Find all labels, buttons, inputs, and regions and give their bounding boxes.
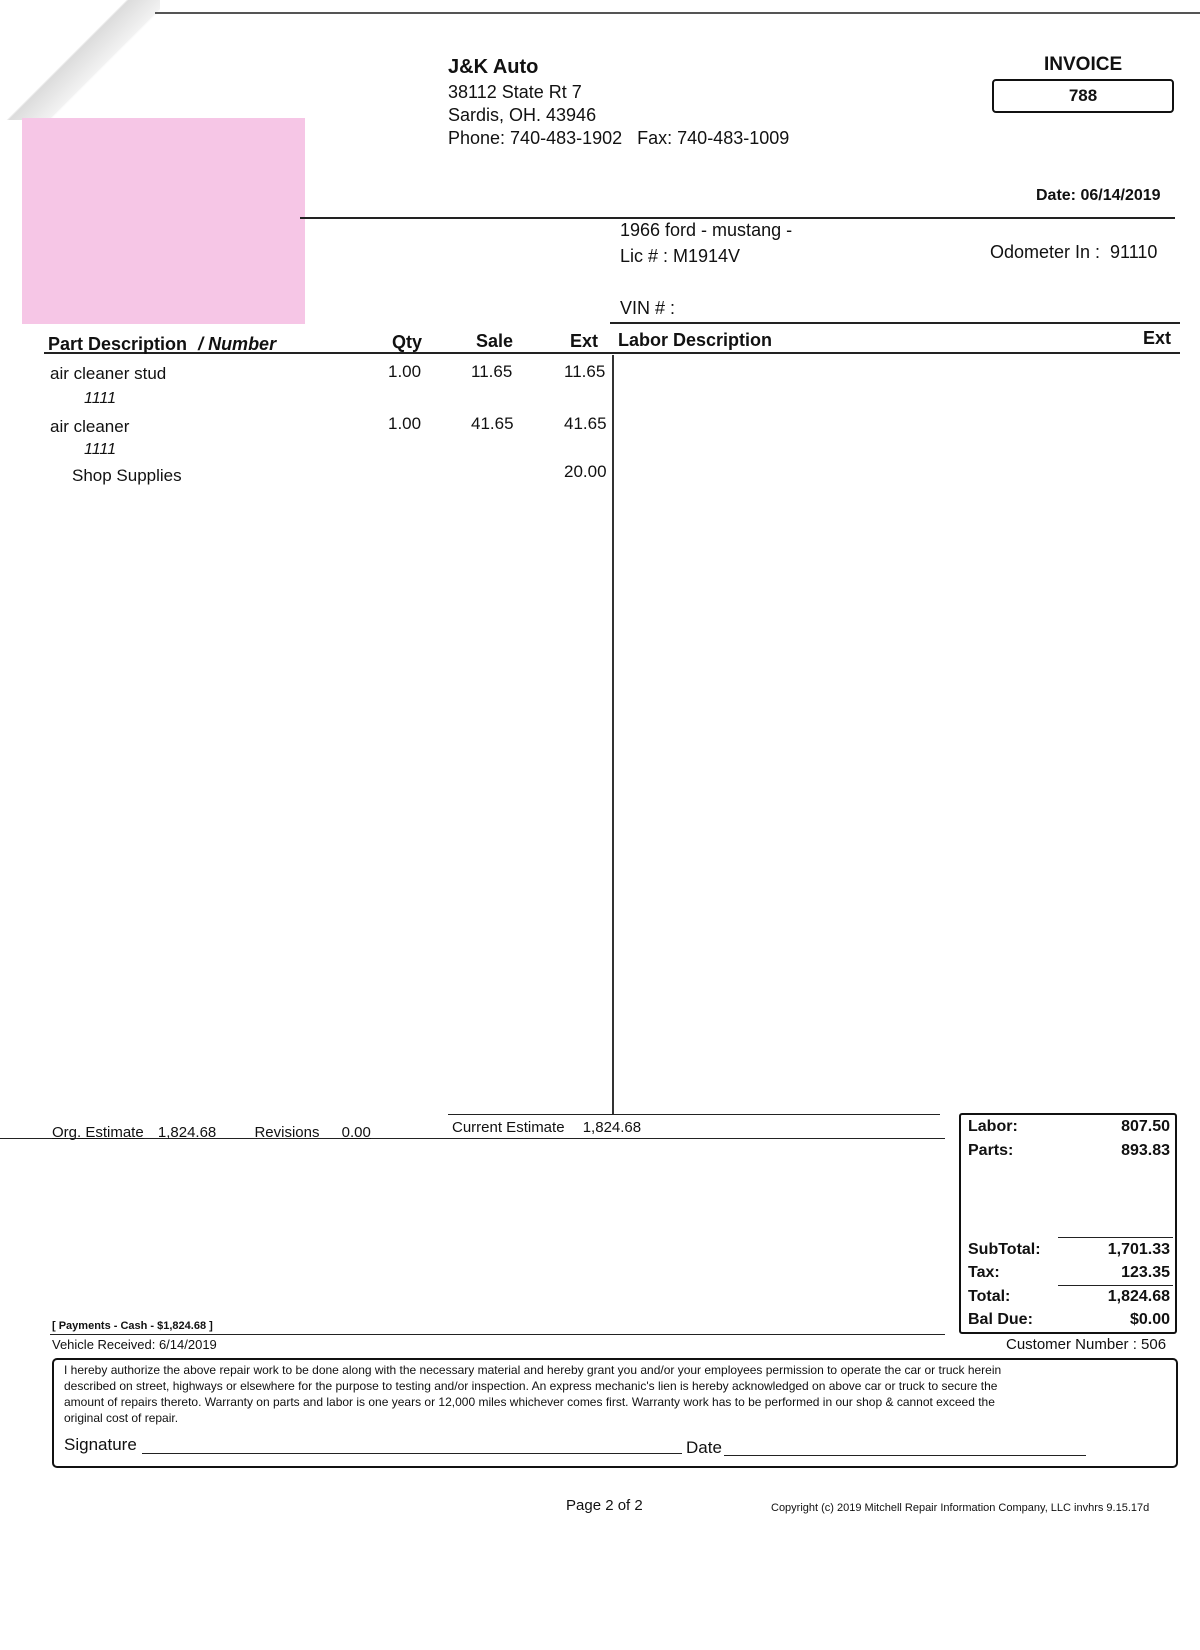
balance-due-label: Bal Due: xyxy=(968,1311,1033,1328)
tax-value: 123.35 xyxy=(1121,1264,1170,1281)
shop-address-line1: 38112 State Rt 7 xyxy=(448,82,582,102)
labor-total-label: Labor: xyxy=(968,1118,1018,1135)
folded-corner xyxy=(0,0,160,120)
parts-labor-divider xyxy=(612,355,614,1115)
labor-total-value: 807.50 xyxy=(1121,1118,1170,1135)
part-description: air cleaner stud xyxy=(50,364,167,383)
part-qty: 1.00 xyxy=(388,414,422,433)
authorization-line: I hereby authorize the above repair work to be done along with the necessary material and hereby grant you and/or your employees permission to operate the car or truck herein xyxy=(64,1363,1002,1377)
part-qty: 1.00 xyxy=(388,362,422,381)
customer-number: Customer Number : 506 xyxy=(1006,1336,1167,1353)
copyright-notice: Copyright (c) 2019 Mitchell Repair Information Company, LLC invhrs 9.15.17d xyxy=(771,1502,1150,1514)
part-description: Shop Supplies xyxy=(72,466,182,485)
part-sale: 41.65 xyxy=(471,414,514,433)
balance-due-value: $0.00 xyxy=(1129,1311,1170,1328)
invoice-label: INVOICE xyxy=(1044,54,1123,75)
payments-rule xyxy=(50,1334,945,1335)
estimates-top-rule xyxy=(448,1114,940,1115)
authorization-line: described on street, highways or elsewhere for the purpose to testing and/or inspection. An express mechanic's lien is hereby acknowledged on above car or truck to secure the xyxy=(64,1379,998,1393)
revisions-label: Revisions xyxy=(254,1124,320,1141)
current-estimate-value: 1,824.68 xyxy=(582,1119,642,1136)
sticky-note xyxy=(22,118,305,324)
top-edge-line xyxy=(155,12,1200,14)
vin-label: VIN # : xyxy=(620,298,676,318)
part-ext: 41.65 xyxy=(564,414,607,433)
vehicle-license: Lic # : M1914V xyxy=(620,246,741,266)
orig-estimate-label: Org. Estimate xyxy=(52,1124,144,1141)
sale-header: Sale xyxy=(476,331,514,351)
parts-header xyxy=(48,334,276,355)
odometer-reading: Odometer In : 91110 xyxy=(990,242,1158,262)
current-estimate-label: Current Estimate xyxy=(452,1119,565,1136)
labor-header-description: Labor Description xyxy=(618,330,773,350)
part-description: air cleaner xyxy=(50,417,130,436)
estimates-line xyxy=(52,1124,371,1141)
part-ext: 11.65 xyxy=(564,362,606,381)
subtotal-value: 1,701.33 xyxy=(1107,1241,1170,1258)
qty-header: Qty xyxy=(392,332,423,352)
orig-estimate-value: 1,824.68 xyxy=(157,1124,217,1141)
vehicle-header-rule xyxy=(300,217,1175,219)
parts-total-value: 893.83 xyxy=(1121,1142,1170,1159)
invoice-date: Date: 06/14/2019 xyxy=(1036,187,1161,204)
tax-label: Tax: xyxy=(968,1264,1000,1281)
part-number: 1111 xyxy=(84,390,117,407)
authorization-line: original cost of repair. xyxy=(64,1411,179,1425)
total-rule xyxy=(1058,1285,1173,1286)
payments-note: [ Payments - Cash - $1,824.68 ] xyxy=(52,1320,213,1332)
total-label: Total: xyxy=(968,1288,1011,1305)
part-sale: 11.65 xyxy=(471,362,513,381)
date-label: Date xyxy=(686,1438,722,1457)
subtotal-label: SubTotal: xyxy=(968,1241,1041,1258)
vehicle-received: Vehicle Received: 6/14/2019 xyxy=(52,1337,217,1352)
vehicle-description: 1966 ford - mustang - xyxy=(620,220,793,240)
authorization-text xyxy=(64,1362,1164,1426)
page-number: Page 2 of 2 xyxy=(566,1497,643,1514)
part-ext: 20.00 xyxy=(564,462,607,481)
parts-header-description: Part Description xyxy=(48,334,188,354)
current-estimate xyxy=(452,1119,641,1136)
parts-header-number: / Number xyxy=(198,334,277,354)
part-number: 1111 xyxy=(84,441,117,458)
shop-address-line2: Sardis, OH. 43946 xyxy=(448,105,597,125)
subtotal-rule xyxy=(1058,1237,1173,1238)
signature-label: Signature xyxy=(64,1435,137,1454)
parts-total-label: Parts: xyxy=(968,1142,1014,1159)
authorization-line: amount of repairs thereto. Warranty on parts and labor is one years or 12,000 miles whichever comes first. Warranty work has to be performed in our shop & cannot exceed the xyxy=(64,1395,995,1409)
invoice-number-box xyxy=(992,79,1174,113)
revisions-value: 0.00 xyxy=(341,1124,371,1141)
labor-header-ext: Ext xyxy=(1143,328,1172,348)
shop-name: J&K Auto xyxy=(448,56,539,78)
shop-phone-fax: Phone: 740-483-1902 Fax: 740-483-1009 xyxy=(448,128,790,148)
total-value: 1,824.68 xyxy=(1107,1288,1170,1305)
table-header-top-rule xyxy=(610,322,1180,324)
date-line[interactable] xyxy=(724,1455,1086,1456)
ext-header: Ext xyxy=(570,331,599,351)
invoice-number: 788 xyxy=(1068,86,1098,105)
signature-line[interactable] xyxy=(142,1453,682,1454)
